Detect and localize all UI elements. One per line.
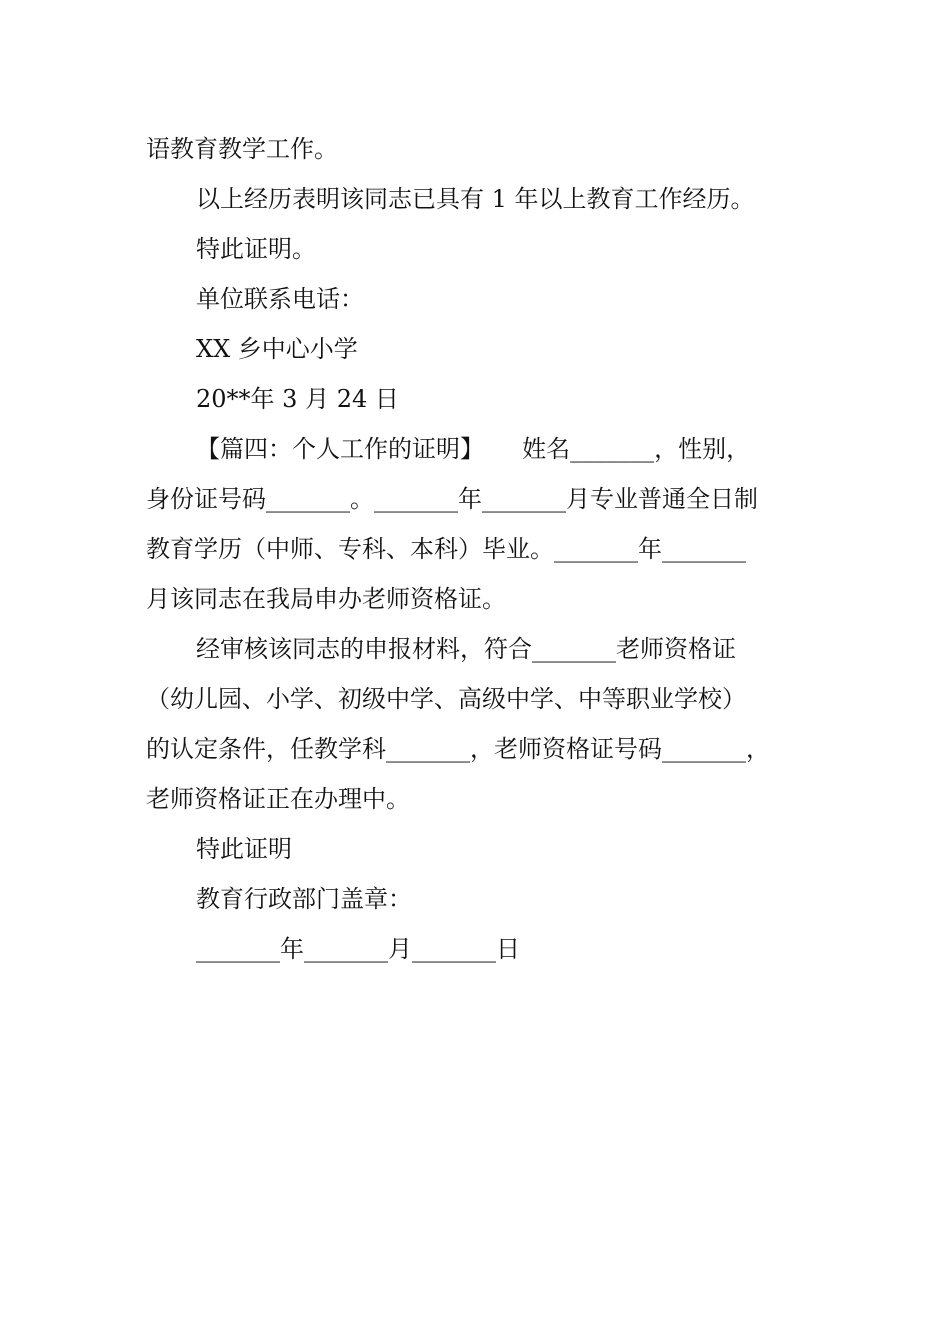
text-line: （幼儿园、小学、初级中学、高级中学、中等职业学校） xyxy=(146,685,746,713)
date-blank-line: _______年_______月_______日 xyxy=(196,935,520,963)
school-name: XX 乡中心小学 xyxy=(196,335,358,363)
date-line: 20**年 3 月 24 日 xyxy=(196,385,399,413)
text-line: 特此证明。 xyxy=(196,235,316,263)
text-line: 语教育教学工作。 xyxy=(146,135,338,163)
text-line: 单位联系电话： xyxy=(196,285,364,313)
text-line: 特此证明 xyxy=(196,835,292,863)
section-heading-line: 【篇四：个人工作的证明】 姓名_______，性别， xyxy=(196,435,751,463)
text-line: 教育学历（中师、专科、本科）毕业。_______年_______ xyxy=(146,535,746,563)
text-line: 月该同志在我局申办老师资格证。 xyxy=(146,585,506,613)
text-line: 的认定条件，任教学科_______，老师资格证号码_______， xyxy=(146,735,770,763)
text-line: 身份证号码_______。_______年_______月专业普通全日制 xyxy=(146,485,758,513)
text-line: 老师资格证正在办理中。 xyxy=(146,785,410,813)
text-line: 经审核该同志的申报材料，符合_______老师资格证 xyxy=(196,635,736,663)
text-line: 以上经历表明该同志已具有 1 年以上教育工作经历。 xyxy=(196,185,755,213)
seal-line: 教育行政部门盖章： xyxy=(196,885,412,913)
